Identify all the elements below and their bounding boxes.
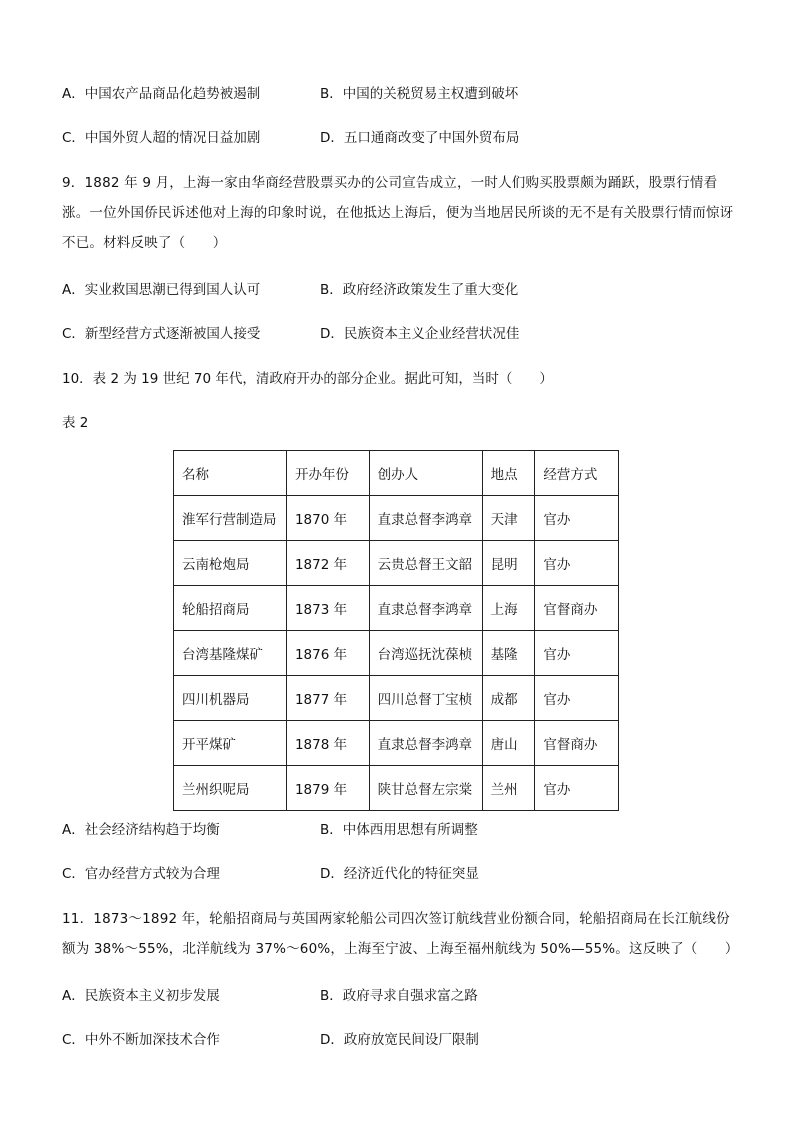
cell-year: 1870 年 [286,496,369,541]
q9-option-c: C．新型经营方式逐渐被国人接受 [62,326,261,342]
q11-option-c: C．中外不断加深技术合作 [62,1032,220,1048]
cell-founder: 陕甘总督左宗棠 [369,766,482,811]
cell-founder: 直隶总督李鸿章 [369,586,482,631]
cell-location: 上海 [482,586,535,631]
table-row [174,541,619,586]
cell-mode: 官督商办 [535,586,619,631]
cell-year: 1873 年 [286,586,369,631]
cell-year: 1872 年 [286,541,369,586]
cell-name: 兰州织呢局 [174,766,287,811]
q9-option-d: D．民族资本主义企业经营状况佳 [320,326,520,342]
q10-option-a: A．社会经济结构趋于均衡 [62,822,220,838]
q8-option-d: D．五口通商改变了中国外贸布局 [320,130,520,146]
q8-option-b: B．中国的关税贸易主权遭到破坏 [320,86,519,102]
table-caption: 表 2 [62,415,89,431]
table-row [174,676,619,721]
q11-option-d: D．政府放宽民间设厂限制 [320,1032,479,1048]
cell-mode: 官办 [535,766,619,811]
cell-location: 天津 [482,496,535,541]
cell-mode: 官办 [535,676,619,721]
cell-founder: 四川总督丁宝桢 [369,676,482,721]
cell-name: 台湾基隆煤矿 [174,631,287,676]
q10-option-d: D．经济近代化的特征突显 [320,866,479,882]
q11-option-a: A．民族资本主义初步发展 [62,988,220,1004]
q9-stem: 9．1882 年 9 月，上海一家由华商经营股票买办的公司宣告成立，一时人们购买股票颇为踊跃，股票行情看涨。一位外国侨民诉述他对上海的印象时说，在他抵达上海后，便为当地居民所谈的无不是有关股票行情而惊讶不已。材料反映了（ ） [62,175,734,251]
cell-founder: 云贵总督王文韶 [369,541,482,586]
cell-location: 基隆 [482,631,535,676]
header-location: 地点 [482,451,535,496]
q11-stem: 11．1873～1892 年，轮船招商局与英国两家轮船公司四次签订航线营业份额合同，轮船招商局在长江航线份额为 38%～55%，北洋航线为 37%～60%，上海至宁波、上海至福州航线为 50%—55%。这反映了（ ） [62,911,739,957]
table-row [174,586,619,631]
table-row [174,766,619,811]
cell-mode: 官办 [535,631,619,676]
cell-location: 成都 [482,676,535,721]
cell-year: 1879 年 [286,766,369,811]
table-header-row [174,451,619,496]
cell-founder: 直隶总督李鸿章 [369,721,482,766]
cell-name: 淮军行营制造局 [174,496,287,541]
cell-location: 兰州 [482,766,535,811]
q10-option-c: C．官办经营方式较为合理 [62,866,220,882]
cell-location: 唐山 [482,721,535,766]
cell-name: 四川机器局 [174,676,287,721]
header-mode: 经营方式 [535,451,619,496]
enterprise-table [173,450,619,811]
cell-name: 轮船招商局 [174,586,287,631]
table-row [174,721,619,766]
header-founder: 创办人 [369,451,482,496]
cell-founder: 直隶总督李鸿章 [369,496,482,541]
cell-year: 1878 年 [286,721,369,766]
cell-mode: 官办 [535,541,619,586]
cell-founder: 台湾巡抚沈葆桢 [369,631,482,676]
cell-location: 昆明 [482,541,535,586]
table-row [174,496,619,541]
cell-name: 云南枪炮局 [174,541,287,586]
q10-option-b: B．中体西用思想有所调整 [320,822,478,838]
cell-year: 1876 年 [286,631,369,676]
cell-mode: 官办 [535,496,619,541]
header-name: 名称 [174,451,287,496]
cell-year: 1877 年 [286,676,369,721]
q8-option-c: C．中国外贸人超的情况日益加剧 [62,130,261,146]
q9-option-b: B．政府经济政策发生了重大变化 [320,282,519,298]
q11-option-b: B．政府寻求自强求富之路 [320,988,478,1004]
table-row [174,631,619,676]
q10-stem: 10．表 2 为 19 世纪 70 年代，清政府开办的部分企业。据此可知，当时（ ） [62,371,553,387]
q8-option-a: A．中国农产品商品化趋势被遏制 [62,86,261,102]
cell-mode: 官督商办 [535,721,619,766]
q9-option-a: A．实业救国思潮已得到国人认可 [62,282,261,298]
header-year: 开办年份 [286,451,369,496]
cell-name: 开平煤矿 [174,721,287,766]
